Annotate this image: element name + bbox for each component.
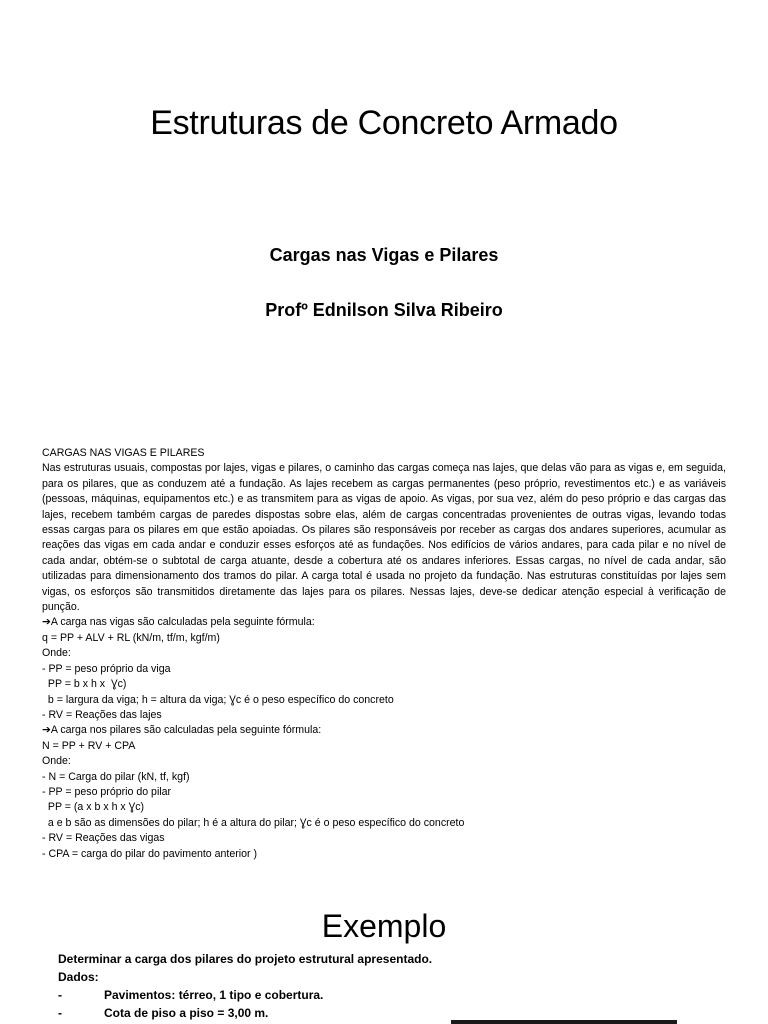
formula-line xyxy=(42,693,726,708)
bullet-dash: - xyxy=(58,1006,62,1020)
page-title: Estruturas de Concreto Armado xyxy=(150,104,618,142)
formula-line xyxy=(42,631,726,646)
formula-line xyxy=(42,785,726,800)
formula-lines xyxy=(42,615,726,862)
formula-line xyxy=(42,723,726,738)
author: Profº Ednilson Silva Ribeiro xyxy=(265,300,503,320)
formula-line-text: PP = (a x b x h x Ɣc) xyxy=(42,801,145,814)
example-bullets xyxy=(58,986,718,1022)
formula-line xyxy=(42,739,726,754)
body-paragraph: Nas estruturas usuais, compostas por lajes, vigas e pilares, o caminho das cargas começa nas lajes, que delas vão para as vigas e, em seguida, para os pilares, que as conduzem até a fundação. As lajes recebem as cargas permanentes (peso próprio, revestimentos etc.) e as variáveis (pessoas, máquinas, equipamentos etc.) e as transmitem para as vigas de apoio. As vigas, por sua vez, além do peso próprio e das cargas das lajes, recebem também cargas de paredes dispostas sobre elas, além de cargas concentradas provenientes de outras vigas, levando todas essas cargas para os pilares em que estão apoiadas. Os pilares são responsáveis por receber as cargas dos andares superiores, acumular as reações das vigas em cada andar e conduzir esses esforços até as fundações. Nos edifícios de vários andares, para cada pilar e no nível de cada andar, obtém-se o subtotal de carga atuante, desde a cobertura até os andares inferiores. Essas cargas, no nível de cada andar, são utilizadas para dimensionamento dos tramos do pilar. A carga total é usada no projeto da fundação. Nas estruturas constituídas por lajes sem vigas, os esforços são transmitidos diretamente das lajes para os pilares. Nessas lajes, deve-se dedicar atenção especial à verificação de punção. xyxy=(42,462,726,614)
example-body xyxy=(58,950,718,1022)
formula-line xyxy=(42,708,726,723)
formula-line xyxy=(42,816,726,831)
text-block xyxy=(42,446,726,862)
formula-line xyxy=(42,677,726,692)
formula-line-text: q = PP + ALV + RL (kN/m, tf/m, kgf/m) xyxy=(42,631,220,644)
data-label: Dados: xyxy=(58,970,99,984)
formula-line-text: Onde: xyxy=(42,755,71,768)
section-heading: CARGAS NAS VIGAS E PILARES xyxy=(42,447,205,459)
subtitle: Cargas nas Vigas e Pilares xyxy=(269,245,499,265)
formula-line xyxy=(42,847,726,862)
formula-line-text: - RV = Reações das vigas xyxy=(42,832,165,845)
formula-line xyxy=(42,770,726,785)
list-item xyxy=(58,986,718,1004)
example-title: Exemplo xyxy=(321,908,447,944)
bullet-dash: - xyxy=(58,988,62,1002)
formula-line xyxy=(42,662,726,677)
arrow-icon: ➔ xyxy=(42,616,51,629)
formula-line xyxy=(42,754,726,769)
formula-line-text: b = largura da viga; h = altura da viga; Ɣc é o peso específico do concreto xyxy=(42,693,394,706)
formula-line xyxy=(42,646,726,661)
formula-line xyxy=(42,800,726,815)
formula-line-text: - N = Carga do pilar (kN, tf, kgf) xyxy=(42,770,190,783)
formula-line xyxy=(42,831,726,846)
formula-line-text: PP = b x h x Ɣc) xyxy=(42,678,127,691)
formula-line-text: N = PP + RV + CPA xyxy=(42,739,136,752)
formula-line-text: A carga nos pilares são calculadas pela seguinte fórmula: xyxy=(50,724,322,737)
list-item-text: Cota de piso a piso = 3,00 m. xyxy=(104,1006,269,1020)
formula-line-text: - RV = Reações das lajes xyxy=(42,708,162,721)
list-item-text: Pavimentos: térreo, 1 tipo e cobertura. xyxy=(104,988,324,1002)
formula-line xyxy=(42,615,726,630)
example-intro: Determinar a carga dos pilares do projeto estrutural apresentado. xyxy=(58,952,433,966)
formula-line-text: - PP = peso próprio do pilar xyxy=(42,785,172,798)
formula-line-text: a e b são as dimensões do pilar; h é a altura do pilar; Ɣc é o peso específico do concreto xyxy=(42,816,465,829)
formula-line-text: - CPA = carga do pilar do pavimento anterior ) xyxy=(42,847,258,860)
formula-line-text: - PP = peso próprio da viga xyxy=(42,662,171,675)
diagram-image-edge xyxy=(451,1020,677,1024)
formula-line-text: Onde: xyxy=(42,647,71,660)
arrow-icon: ➔ xyxy=(42,724,51,737)
formula-line-text: A carga nas vigas são calculadas pela seguinte fórmula: xyxy=(50,616,315,629)
